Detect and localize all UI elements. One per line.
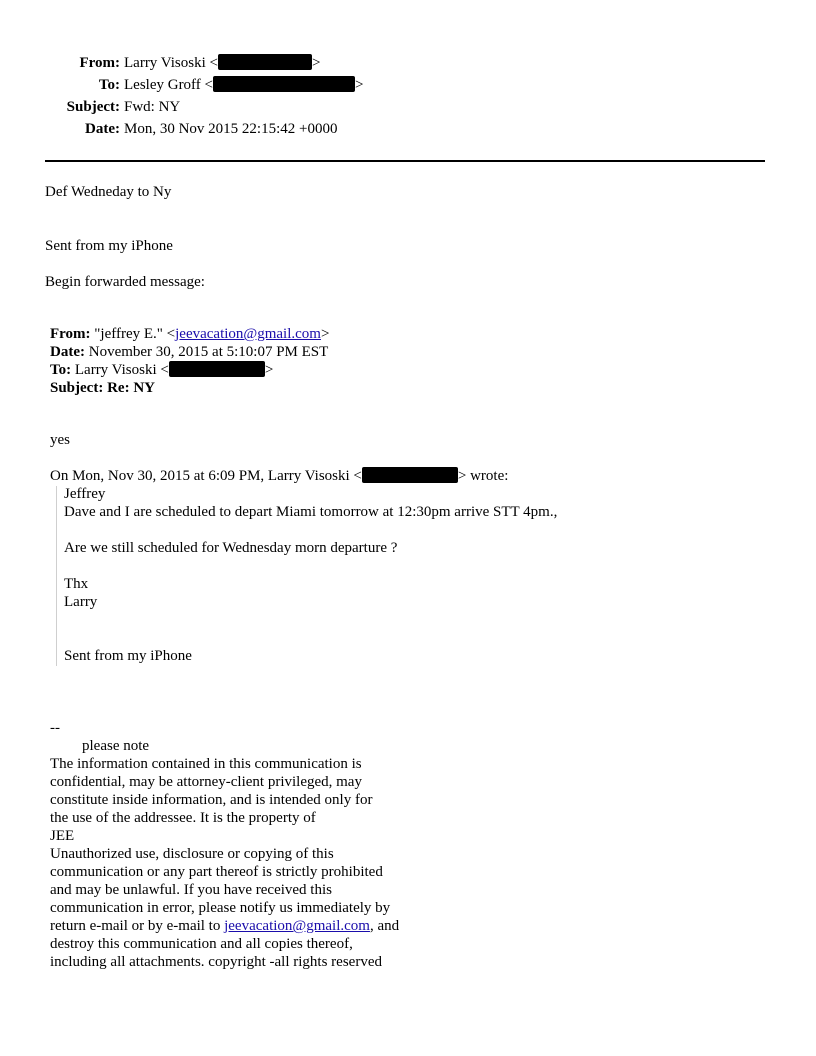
fwd-subject-label: Subject: [50,380,104,396]
fwd-to-name: Larry Visoski [74,362,157,378]
footer-disclaimer [50,755,399,971]
from-name: Larry Visoski [124,55,206,71]
fwd-from-line: From: "jeffrey E." <jeevacation@gmail.com> [50,326,330,342]
disclaimer-line: The information contained in this communication is [50,756,362,772]
quote-intro: On Mon, Nov 30, 2015 at 6:09 PM, Larry Visoski < > wrote: [50,468,509,484]
fwd-date-value: November 30, 2015 at 5:10:07 PM EST [88,344,329,360]
email-line-prefix: return e-mail or by e-mail to [50,918,221,934]
from-label: From: [79,55,120,71]
from-value: Larry Visoski < > [124,55,321,71]
fwd-from-label: From: [50,326,91,342]
fwd-date-label: Date: [50,344,85,360]
footer-email-link[interactable]: jeevacation@gmail.com [224,918,370,934]
to-value: Lesley Groff < > [124,77,364,93]
disclaimer-line: the use of the addressee. It is the property of [50,810,316,826]
disclaimer-email-line [50,917,399,935]
disclaimer-line: JEE [50,828,75,844]
quote-bar [56,486,57,666]
fwd-from-email-link[interactable]: jeevacation@gmail.com [175,326,321,342]
redaction-box [218,54,312,70]
to-label: To: [98,77,120,93]
fwd-subject-line [50,379,155,397]
disclaimer-line: communication in error, please notify us immediately by [50,900,391,916]
fwd-from-name: "jeffrey E." [94,326,163,342]
subject-value: Fwd: NY [124,99,181,115]
redaction-box [169,361,265,377]
quoted-signature: Sent from my iPhone [64,648,192,664]
to-name: Lesley Groff [124,77,201,93]
disclaimer-line: constitute inside information, and is intended only for [50,792,373,808]
footer-please-note: please note [82,738,150,754]
disclaimer-line: and may be unlawful. If you have received this [50,882,332,898]
disclaimer-line: destroy this communication and all copies thereof, [50,936,353,952]
footer-dashes: -- [50,720,60,736]
quote-intro-suffix: wrote: [470,468,509,484]
body-line: Def Wedneday to Ny [45,184,172,200]
quoted-line: Thx [64,576,89,592]
quoted-line: Jeffrey [64,486,106,502]
fwd-date-line [50,343,328,361]
quoted-line: Larry [64,594,98,610]
fwd-to-label: To: [50,362,72,378]
disclaimer-line: including all attachments. copyright -all rights reserved [50,954,382,970]
redaction-box [362,467,458,483]
quote-intro-prefix: On Mon, Nov 30, 2015 at 6:09 PM, Larry Visoski [50,468,350,484]
disclaimer-line: communication or any part thereof is strictly prohibited [50,864,383,880]
fwd-to-line: To: Larry Visoski < > [50,362,274,378]
header-divider [45,160,765,162]
disclaimer-line: Unauthorized use, disclosure or copying of this [50,846,334,862]
fwd-subject-value: Re: NY [107,380,155,396]
date-value: Mon, 30 Nov 2015 22:15:42 +0000 [124,121,338,137]
body-signature: Sent from my iPhone [45,238,173,254]
disclaimer-line: confidential, may be attorney-client privileged, may [50,774,362,790]
quoted-line: Dave and I are scheduled to depart Miami tomorrow at 12:30pm arrive STT 4pm., [64,504,558,520]
date-label: Date: [85,121,120,137]
redaction-box [213,76,355,92]
quoted-line: Are we still scheduled for Wednesday morn departure ? [64,540,398,556]
reply-text: yes [50,432,70,448]
subject-label: Subject: [66,99,120,115]
email-line-suffix: , and [369,918,400,934]
begin-forwarded: Begin forwarded message: [45,274,205,290]
